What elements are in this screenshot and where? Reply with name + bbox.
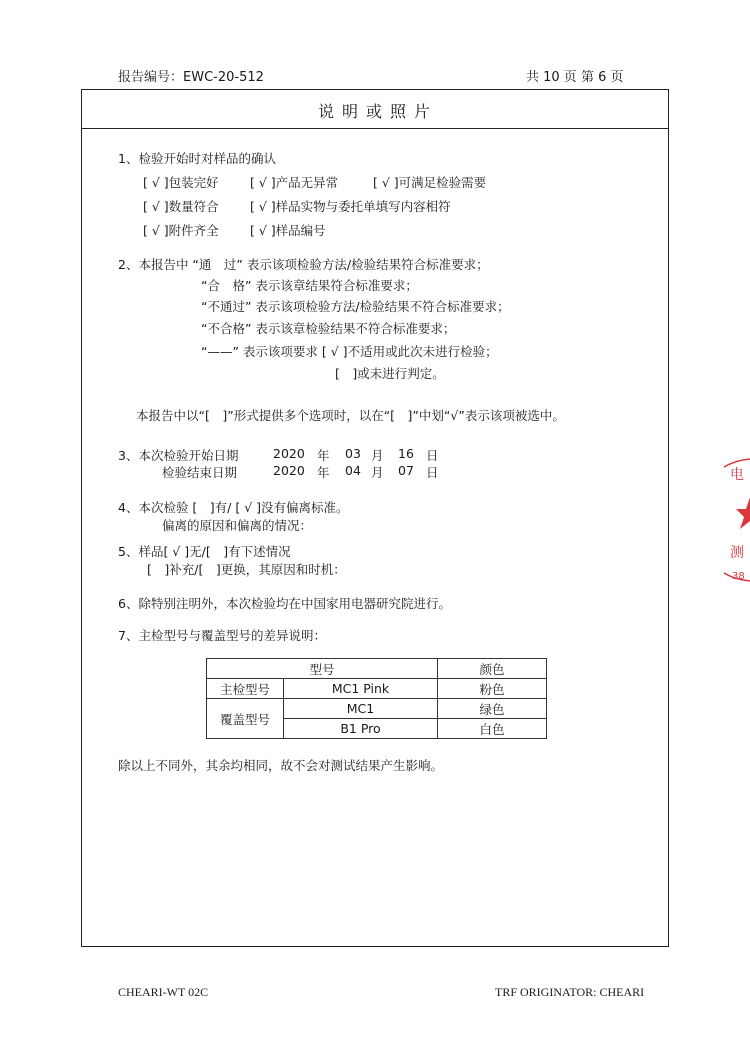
item2-line1: 2、本报告中 “通 过” 表示该项检验方法/检验结果符合标准要求； (118, 257, 489, 272)
check-sample-match: [ √ ]样品实物与委托单填写内容相符 (250, 199, 451, 214)
item5-line1: 5、样品[ √ ]无/[ ]有下述情况 (118, 544, 291, 559)
cover-model-label: 覆盖型号 (207, 699, 284, 739)
end-day: 07 (398, 463, 414, 478)
seal-glyph: 测 (730, 545, 744, 561)
cover-model-value: MC1 (284, 699, 438, 719)
table-row (207, 699, 547, 719)
seal-glyph: 38 (732, 571, 745, 582)
end-month: 04 (345, 463, 361, 478)
table-header-row (207, 659, 547, 679)
item6-line: 6、除特别注明外，本次检验均在中国家用电器研究院进行。 (118, 596, 451, 611)
seal-glyph: 电 (730, 467, 744, 483)
start-day: 16 (398, 446, 414, 461)
end-day-unit: 日 (426, 465, 439, 480)
item2-line4: “不合格” 表示该章检验结果不符合标准要求； (201, 321, 456, 336)
start-day-unit: 日 (426, 448, 439, 463)
item2-line2: “合 格” 表示该章结果符合标准要求； (201, 278, 418, 293)
start-year-unit: 年 (317, 448, 330, 463)
main-model-color: 粉色 (438, 679, 547, 699)
section-title: 说明或照片 (318, 102, 439, 121)
cover-model-value: B1 Pro (284, 719, 438, 739)
end-year: 2020 (273, 463, 305, 478)
conclusion: 除以上不同外，其余均相同，故不会对测试结果产生影响。 (118, 758, 444, 773)
header-color: 颜色 (438, 659, 547, 679)
check-sample-number: [ √ ]样品编号 (250, 223, 326, 238)
start-year: 2020 (273, 446, 305, 461)
header-model: 型号 (207, 659, 438, 679)
end-month-unit: 月 (371, 465, 384, 480)
seal-star-icon (736, 497, 750, 529)
check-accessories: [ √ ]附件齐全 (143, 223, 219, 238)
item2-note: 本报告中以“[ ]”形式提供多个选项时，以在“[ ]”中划“√”表示该项被选中。 (136, 408, 565, 423)
cover-model-color: 白色 (438, 719, 547, 739)
check-meets-needs: [ √ ]可满足检验需要 (373, 175, 487, 190)
report-number: 报告编号：EWC-20-512 (118, 70, 264, 85)
main-model-value: MC1 Pink (284, 679, 438, 699)
main-model-label: 主检型号 (207, 679, 284, 699)
table-row (207, 679, 547, 699)
cover-model-color: 绿色 (438, 699, 547, 719)
start-month: 03 (345, 446, 361, 461)
footer-originator: TRF ORIGINATOR: CHEARI (495, 985, 645, 999)
page-info: 共 10 页 第 6 页 (526, 70, 624, 85)
item2-line6: [ ]或未进行判定。 (335, 366, 445, 381)
model-difference-table (206, 658, 547, 739)
footer-form-code: CHEARI-WT 02C (118, 985, 209, 999)
end-date-label: 检验结束日期 (162, 465, 238, 480)
check-product: [ √ ]产品无异常 (250, 175, 339, 190)
seal-stamp (724, 455, 750, 585)
item5-line2: [ ]补充/[ ]更换，其原因和时机： (147, 562, 346, 577)
start-month-unit: 月 (371, 448, 384, 463)
check-packaging: [ √ ]包装完好 (143, 175, 219, 190)
item4-line1: 4、本次检验 [ ]有/ [ √ ]没有偏离标准。 (118, 500, 349, 515)
start-date-label: 3、本次检验开始日期 (118, 448, 239, 463)
item7-heading: 7、主检型号与覆盖型号的差异说明： (118, 628, 326, 643)
item1-heading: 1、检验开始时对样品的确认 (118, 151, 276, 166)
title-divider (81, 128, 669, 129)
check-quantity: [ √ ]数量符合 (143, 199, 219, 214)
item2-line3: “不通过” 表示该项检验方法/检验结果不符合标准要求； (201, 299, 510, 314)
item2-line5: “——” 表示该项要求 [ √ ]不适用或此次未进行检验； (201, 344, 498, 359)
end-year-unit: 年 (317, 465, 330, 480)
item4-line2: 偏离的原因和偏离的情况： (162, 518, 313, 533)
